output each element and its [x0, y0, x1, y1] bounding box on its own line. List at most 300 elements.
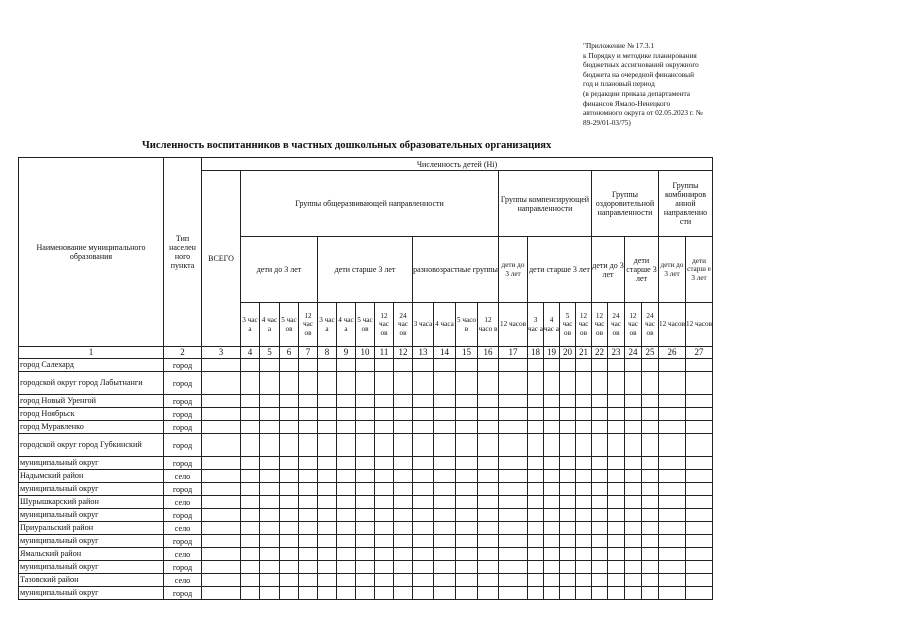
table-cell[interactable]	[413, 535, 434, 548]
table-cell[interactable]	[659, 483, 686, 496]
table-cell[interactable]	[318, 509, 337, 522]
table-cell[interactable]	[241, 359, 260, 372]
table-cell[interactable]	[318, 535, 337, 548]
table-cell[interactable]	[375, 470, 394, 483]
table-cell[interactable]	[434, 457, 456, 470]
table-cell[interactable]	[560, 359, 576, 372]
table-cell[interactable]	[642, 457, 659, 470]
table-cell[interactable]	[456, 408, 478, 421]
table-cell[interactable]	[608, 359, 625, 372]
table-cell[interactable]	[686, 483, 713, 496]
table-cell[interactable]	[560, 496, 576, 509]
table-cell[interactable]	[337, 372, 356, 395]
table-cell[interactable]	[299, 522, 318, 535]
table-cell[interactable]	[528, 496, 544, 509]
table-cell[interactable]	[686, 535, 713, 548]
table-cell[interactable]	[394, 421, 413, 434]
table-cell[interactable]	[478, 395, 499, 408]
table-cell[interactable]	[260, 395, 280, 408]
table-cell[interactable]	[576, 372, 592, 395]
table-cell[interactable]	[499, 457, 528, 470]
table-cell[interactable]	[456, 574, 478, 587]
table-cell[interactable]	[280, 457, 299, 470]
table-cell[interactable]	[528, 509, 544, 522]
table-cell[interactable]	[659, 434, 686, 457]
table-cell[interactable]	[299, 434, 318, 457]
table-cell[interactable]	[413, 408, 434, 421]
table-cell[interactable]	[202, 408, 241, 421]
table-cell[interactable]	[434, 395, 456, 408]
table-cell[interactable]	[659, 359, 686, 372]
table-cell[interactable]	[456, 548, 478, 561]
table-cell[interactable]	[318, 522, 337, 535]
table-cell[interactable]	[544, 359, 560, 372]
table-cell[interactable]	[318, 395, 337, 408]
table-cell[interactable]	[337, 483, 356, 496]
table-cell[interactable]	[260, 483, 280, 496]
table-cell[interactable]	[394, 434, 413, 457]
table-cell[interactable]	[478, 408, 499, 421]
table-cell[interactable]	[686, 496, 713, 509]
table-cell[interactable]	[478, 509, 499, 522]
table-cell[interactable]	[478, 483, 499, 496]
table-cell[interactable]	[434, 548, 456, 561]
table-cell[interactable]	[394, 548, 413, 561]
table-cell[interactable]	[375, 408, 394, 421]
table-cell[interactable]	[576, 483, 592, 496]
table-cell[interactable]	[456, 522, 478, 535]
table-cell[interactable]	[659, 457, 686, 470]
table-cell[interactable]	[560, 395, 576, 408]
table-cell[interactable]	[299, 548, 318, 561]
table-cell[interactable]	[356, 587, 375, 600]
table-cell[interactable]	[608, 574, 625, 587]
table-cell[interactable]	[560, 470, 576, 483]
table-cell[interactable]	[456, 587, 478, 600]
table-cell[interactable]	[686, 522, 713, 535]
table-cell[interactable]	[560, 372, 576, 395]
table-cell[interactable]	[337, 574, 356, 587]
table-cell[interactable]	[576, 535, 592, 548]
table-cell[interactable]	[528, 561, 544, 574]
table-cell[interactable]	[478, 561, 499, 574]
table-cell[interactable]	[528, 483, 544, 496]
table-cell[interactable]	[528, 372, 544, 395]
table-cell[interactable]	[356, 574, 375, 587]
table-cell[interactable]	[241, 509, 260, 522]
table-cell[interactable]	[499, 421, 528, 434]
table-cell[interactable]	[686, 548, 713, 561]
table-cell[interactable]	[528, 522, 544, 535]
table-cell[interactable]	[337, 421, 356, 434]
table-cell[interactable]	[318, 470, 337, 483]
table-cell[interactable]	[642, 587, 659, 600]
table-cell[interactable]	[375, 434, 394, 457]
table-cell[interactable]	[625, 395, 642, 408]
table-cell[interactable]	[337, 561, 356, 574]
table-cell[interactable]	[413, 483, 434, 496]
table-cell[interactable]	[544, 574, 560, 587]
table-cell[interactable]	[560, 483, 576, 496]
table-cell[interactable]	[592, 509, 608, 522]
table-cell[interactable]	[642, 574, 659, 587]
table-cell[interactable]	[528, 359, 544, 372]
table-cell[interactable]	[499, 561, 528, 574]
table-cell[interactable]	[299, 574, 318, 587]
table-cell[interactable]	[608, 372, 625, 395]
table-cell[interactable]	[299, 587, 318, 600]
table-cell[interactable]	[560, 421, 576, 434]
table-cell[interactable]	[375, 548, 394, 561]
table-cell[interactable]	[260, 561, 280, 574]
table-cell[interactable]	[642, 408, 659, 421]
table-cell[interactable]	[659, 421, 686, 434]
table-cell[interactable]	[202, 470, 241, 483]
table-cell[interactable]	[608, 457, 625, 470]
table-cell[interactable]	[337, 470, 356, 483]
table-cell[interactable]	[394, 587, 413, 600]
table-cell[interactable]	[625, 548, 642, 561]
table-cell[interactable]	[642, 470, 659, 483]
table-cell[interactable]	[260, 587, 280, 600]
table-cell[interactable]	[544, 434, 560, 457]
table-cell[interactable]	[544, 470, 560, 483]
table-cell[interactable]	[686, 457, 713, 470]
table-cell[interactable]	[560, 522, 576, 535]
table-cell[interactable]	[642, 434, 659, 457]
table-cell[interactable]	[413, 587, 434, 600]
table-cell[interactable]	[544, 457, 560, 470]
table-cell[interactable]	[299, 395, 318, 408]
table-cell[interactable]	[434, 509, 456, 522]
table-cell[interactable]	[318, 587, 337, 600]
table-cell[interactable]	[592, 372, 608, 395]
table-cell[interactable]	[299, 359, 318, 372]
table-cell[interactable]	[356, 372, 375, 395]
table-cell[interactable]	[592, 434, 608, 457]
table-cell[interactable]	[241, 522, 260, 535]
table-cell[interactable]	[608, 561, 625, 574]
table-cell[interactable]	[413, 359, 434, 372]
table-cell[interactable]	[528, 457, 544, 470]
table-cell[interactable]	[434, 535, 456, 548]
table-cell[interactable]	[260, 359, 280, 372]
table-cell[interactable]	[592, 574, 608, 587]
table-cell[interactable]	[478, 372, 499, 395]
table-cell[interactable]	[478, 496, 499, 509]
table-cell[interactable]	[434, 496, 456, 509]
table-cell[interactable]	[241, 395, 260, 408]
table-cell[interactable]	[592, 561, 608, 574]
table-cell[interactable]	[456, 483, 478, 496]
table-cell[interactable]	[478, 522, 499, 535]
table-cell[interactable]	[499, 470, 528, 483]
table-cell[interactable]	[202, 561, 241, 574]
table-cell[interactable]	[560, 574, 576, 587]
table-cell[interactable]	[642, 359, 659, 372]
table-cell[interactable]	[413, 421, 434, 434]
table-cell[interactable]	[625, 509, 642, 522]
table-cell[interactable]	[299, 408, 318, 421]
table-cell[interactable]	[318, 457, 337, 470]
table-cell[interactable]	[686, 587, 713, 600]
table-cell[interactable]	[202, 483, 241, 496]
table-cell[interactable]	[375, 587, 394, 600]
table-cell[interactable]	[478, 574, 499, 587]
table-cell[interactable]	[608, 470, 625, 483]
table-cell[interactable]	[356, 509, 375, 522]
table-cell[interactable]	[528, 421, 544, 434]
table-cell[interactable]	[280, 587, 299, 600]
table-cell[interactable]	[413, 457, 434, 470]
table-cell[interactable]	[375, 522, 394, 535]
table-cell[interactable]	[318, 408, 337, 421]
table-cell[interactable]	[241, 470, 260, 483]
table-cell[interactable]	[318, 434, 337, 457]
table-cell[interactable]	[260, 574, 280, 587]
table-cell[interactable]	[592, 470, 608, 483]
table-cell[interactable]	[202, 574, 241, 587]
table-cell[interactable]	[318, 483, 337, 496]
table-cell[interactable]	[434, 359, 456, 372]
table-cell[interactable]	[260, 372, 280, 395]
table-cell[interactable]	[544, 421, 560, 434]
table-cell[interactable]	[375, 535, 394, 548]
table-cell[interactable]	[202, 535, 241, 548]
table-cell[interactable]	[576, 587, 592, 600]
table-cell[interactable]	[375, 359, 394, 372]
table-cell[interactable]	[456, 359, 478, 372]
table-cell[interactable]	[592, 587, 608, 600]
table-cell[interactable]	[478, 421, 499, 434]
table-cell[interactable]	[375, 372, 394, 395]
table-cell[interactable]	[560, 434, 576, 457]
table-cell[interactable]	[456, 434, 478, 457]
table-cell[interactable]	[434, 434, 456, 457]
table-cell[interactable]	[456, 395, 478, 408]
table-cell[interactable]	[375, 561, 394, 574]
table-cell[interactable]	[544, 408, 560, 421]
table-cell[interactable]	[413, 372, 434, 395]
table-cell[interactable]	[659, 522, 686, 535]
table-cell[interactable]	[576, 395, 592, 408]
table-cell[interactable]	[280, 359, 299, 372]
table-cell[interactable]	[241, 372, 260, 395]
table-cell[interactable]	[528, 470, 544, 483]
table-cell[interactable]	[434, 408, 456, 421]
table-cell[interactable]	[280, 496, 299, 509]
table-cell[interactable]	[528, 548, 544, 561]
table-cell[interactable]	[280, 421, 299, 434]
table-cell[interactable]	[375, 457, 394, 470]
table-cell[interactable]	[299, 372, 318, 395]
table-cell[interactable]	[280, 535, 299, 548]
table-cell[interactable]	[356, 395, 375, 408]
table-cell[interactable]	[241, 587, 260, 600]
table-cell[interactable]	[337, 548, 356, 561]
table-cell[interactable]	[337, 434, 356, 457]
table-cell[interactable]	[478, 434, 499, 457]
table-cell[interactable]	[560, 509, 576, 522]
table-cell[interactable]	[576, 548, 592, 561]
table-cell[interactable]	[478, 548, 499, 561]
table-cell[interactable]	[499, 395, 528, 408]
table-cell[interactable]	[394, 509, 413, 522]
table-cell[interactable]	[260, 496, 280, 509]
table-cell[interactable]	[528, 408, 544, 421]
table-cell[interactable]	[202, 522, 241, 535]
table-cell[interactable]	[280, 483, 299, 496]
table-cell[interactable]	[686, 395, 713, 408]
table-cell[interactable]	[280, 408, 299, 421]
table-cell[interactable]	[337, 522, 356, 535]
table-cell[interactable]	[299, 535, 318, 548]
table-cell[interactable]	[394, 574, 413, 587]
table-cell[interactable]	[356, 548, 375, 561]
table-cell[interactable]	[560, 548, 576, 561]
table-cell[interactable]	[686, 470, 713, 483]
table-cell[interactable]	[299, 457, 318, 470]
table-cell[interactable]	[260, 535, 280, 548]
table-cell[interactable]	[592, 522, 608, 535]
table-cell[interactable]	[280, 395, 299, 408]
table-cell[interactable]	[356, 483, 375, 496]
table-cell[interactable]	[686, 359, 713, 372]
table-cell[interactable]	[413, 395, 434, 408]
table-cell[interactable]	[394, 483, 413, 496]
table-cell[interactable]	[625, 587, 642, 600]
table-cell[interactable]	[280, 561, 299, 574]
table-cell[interactable]	[528, 535, 544, 548]
table-cell[interactable]	[202, 548, 241, 561]
table-cell[interactable]	[625, 561, 642, 574]
table-cell[interactable]	[625, 470, 642, 483]
table-cell[interactable]	[413, 522, 434, 535]
table-cell[interactable]	[241, 496, 260, 509]
table-cell[interactable]	[625, 421, 642, 434]
table-cell[interactable]	[356, 359, 375, 372]
table-cell[interactable]	[356, 421, 375, 434]
table-cell[interactable]	[686, 509, 713, 522]
table-cell[interactable]	[394, 496, 413, 509]
table-cell[interactable]	[299, 483, 318, 496]
table-cell[interactable]	[456, 535, 478, 548]
table-cell[interactable]	[241, 535, 260, 548]
table-cell[interactable]	[299, 496, 318, 509]
table-cell[interactable]	[375, 483, 394, 496]
table-cell[interactable]	[394, 359, 413, 372]
table-cell[interactable]	[337, 509, 356, 522]
table-cell[interactable]	[499, 535, 528, 548]
table-cell[interactable]	[394, 561, 413, 574]
table-cell[interactable]	[499, 483, 528, 496]
table-cell[interactable]	[544, 395, 560, 408]
table-cell[interactable]	[280, 372, 299, 395]
table-cell[interactable]	[686, 574, 713, 587]
table-cell[interactable]	[434, 421, 456, 434]
table-cell[interactable]	[576, 522, 592, 535]
table-cell[interactable]	[280, 470, 299, 483]
table-cell[interactable]	[642, 548, 659, 561]
table-cell[interactable]	[544, 496, 560, 509]
table-cell[interactable]	[202, 359, 241, 372]
table-cell[interactable]	[576, 496, 592, 509]
table-cell[interactable]	[260, 522, 280, 535]
table-cell[interactable]	[394, 457, 413, 470]
table-cell[interactable]	[608, 522, 625, 535]
table-cell[interactable]	[576, 408, 592, 421]
table-cell[interactable]	[241, 408, 260, 421]
table-cell[interactable]	[544, 372, 560, 395]
table-cell[interactable]	[592, 548, 608, 561]
table-cell[interactable]	[608, 509, 625, 522]
table-cell[interactable]	[608, 496, 625, 509]
table-cell[interactable]	[280, 522, 299, 535]
table-cell[interactable]	[478, 587, 499, 600]
table-cell[interactable]	[394, 535, 413, 548]
table-cell[interactable]	[625, 522, 642, 535]
table-cell[interactable]	[592, 483, 608, 496]
table-cell[interactable]	[499, 548, 528, 561]
table-cell[interactable]	[434, 483, 456, 496]
table-cell[interactable]	[625, 408, 642, 421]
table-cell[interactable]	[544, 509, 560, 522]
table-cell[interactable]	[394, 372, 413, 395]
table-cell[interactable]	[499, 587, 528, 600]
table-cell[interactable]	[299, 470, 318, 483]
table-cell[interactable]	[337, 535, 356, 548]
table-cell[interactable]	[260, 457, 280, 470]
table-cell[interactable]	[499, 359, 528, 372]
table-cell[interactable]	[499, 408, 528, 421]
table-cell[interactable]	[434, 574, 456, 587]
table-cell[interactable]	[356, 522, 375, 535]
table-cell[interactable]	[659, 561, 686, 574]
table-cell[interactable]	[356, 457, 375, 470]
table-cell[interactable]	[560, 561, 576, 574]
table-cell[interactable]	[642, 522, 659, 535]
table-cell[interactable]	[260, 421, 280, 434]
table-cell[interactable]	[560, 535, 576, 548]
table-cell[interactable]	[528, 395, 544, 408]
table-cell[interactable]	[456, 561, 478, 574]
table-cell[interactable]	[394, 470, 413, 483]
table-cell[interactable]	[592, 535, 608, 548]
table-cell[interactable]	[413, 561, 434, 574]
table-cell[interactable]	[280, 434, 299, 457]
table-cell[interactable]	[608, 408, 625, 421]
table-cell[interactable]	[434, 561, 456, 574]
table-cell[interactable]	[499, 522, 528, 535]
table-cell[interactable]	[260, 470, 280, 483]
table-cell[interactable]	[202, 395, 241, 408]
table-cell[interactable]	[499, 434, 528, 457]
table-cell[interactable]	[642, 483, 659, 496]
table-cell[interactable]	[202, 421, 241, 434]
table-cell[interactable]	[659, 496, 686, 509]
table-cell[interactable]	[608, 535, 625, 548]
table-cell[interactable]	[318, 496, 337, 509]
table-cell[interactable]	[434, 587, 456, 600]
table-cell[interactable]	[456, 457, 478, 470]
table-cell[interactable]	[394, 408, 413, 421]
table-cell[interactable]	[560, 587, 576, 600]
table-cell[interactable]	[241, 421, 260, 434]
table-cell[interactable]	[456, 372, 478, 395]
table-cell[interactable]	[318, 372, 337, 395]
table-cell[interactable]	[642, 372, 659, 395]
table-cell[interactable]	[608, 421, 625, 434]
